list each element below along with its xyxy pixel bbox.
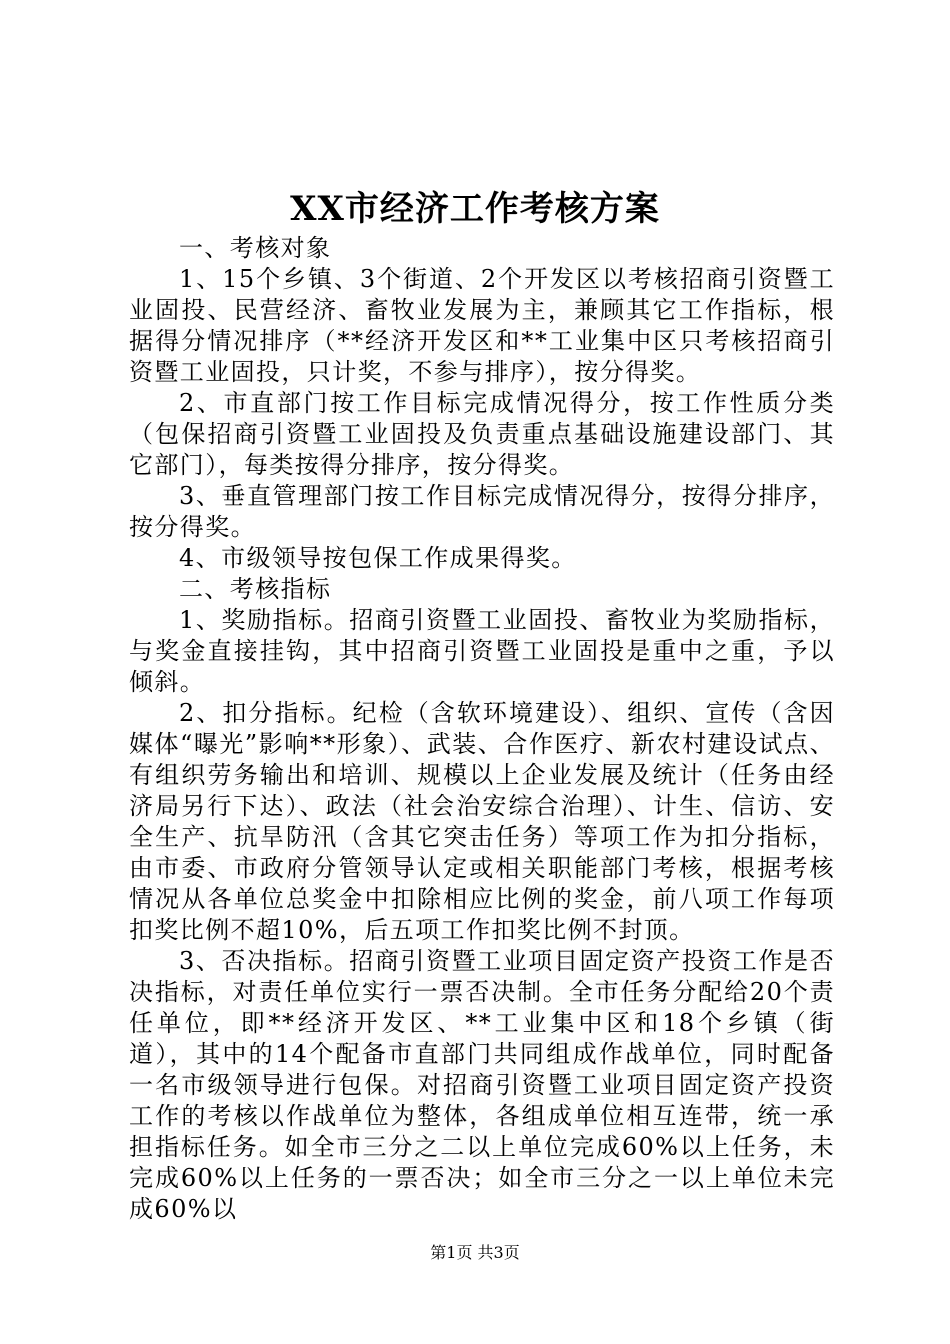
section-heading-assessment-targets: 一、考核对象 — [179, 234, 332, 262]
paragraph-city-leaders: 4、市级领导按包保工作成果得奖。 — [179, 544, 577, 572]
paragraph-city-departments: 2、市直部门按工作目标完成情况得分，按工作性质分类（包保招商引资暨工业固投及负责重点基础设施建设部门、其它部门），每类按得分排序，按分得奖。 — [129, 389, 835, 479]
paragraph-deduction-indicators: 2、扣分指标。纪检（含软环境建设）、组织、宣传（含因媒体“曝光”影响**形象）、武装、合作医疗、新农村建设试点、有组织劳务输出和培训、规模以上企业发展及统计（任务由经济局另行下达）、政法（社会治安综合治理）、计生、信访、安全生产、抗旱防汛（含其它突击任务）等项工作为扣分指标，由市委、市政府分管领导认定或相关职能部门考核，根据考核情况从各单位总奖金中扣除相应比例的奖金，前八项工作每项扣奖比例不超10%，后五项工作扣奖比例不封顶。 — [129, 699, 835, 944]
document-body — [129, 233, 835, 1225]
paragraph-vertical-departments: 3、垂直管理部门按工作目标完成情况得分，按得分排序，按分得奖。 — [129, 482, 835, 541]
page-footer: 第1页 共3页 — [430, 1243, 520, 1262]
section-heading-assessment-indicators: 二、考核指标 — [179, 575, 332, 603]
document-title: XX市经济工作考核方案 — [290, 189, 660, 229]
paragraph-veto-indicators: 3、否决指标。招商引资暨工业项目固定资产投资工作是否决指标，对责任单位实行一票否决制。全市任务分配给20个责任单位，即**经济开发区、**工业集中区和18个乡镇（街道），其中的14个配备市直部门共同组成作战单位，同时配备一名市级领导进行包保。对招商引资暨工业项目固定资产投资工作的考核以作战单位为整体，各组成单位相互连带，统一承担指标任务。如全市三分之二以上单位完成60%以上任务，未完成60%以上任务的一票否决；如全市三分之一以上单位未完成60%以 — [129, 947, 835, 1223]
paragraph-townships: 1、15个乡镇、3个街道、2个开发区以考核招商引资暨工业固投、民营经济、畜牧业发展为主，兼顾其它工作指标，根据得分情况排序（**经济开发区和**工业集中区只考核招商引资暨工业固投，只计奖，不参与排序），按分得奖。 — [129, 265, 835, 386]
paragraph-reward-indicators: 1、奖励指标。招商引资暨工业固投、畜牧业为奖励指标，与奖金直接挂钩，其中招商引资暨工业固投是重中之重，予以倾斜。 — [129, 606, 835, 696]
